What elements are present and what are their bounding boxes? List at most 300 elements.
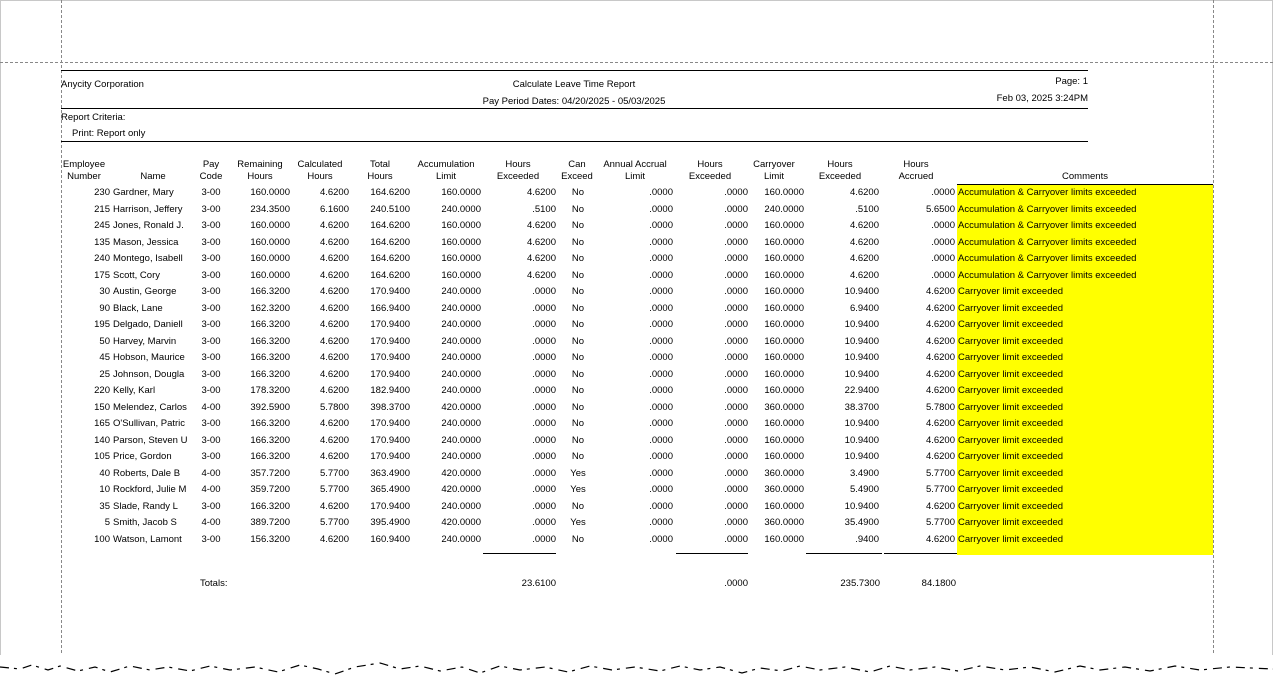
cell-annual-hours-exceeded: .0000 xyxy=(724,269,748,281)
cell-carryover-limit: 160.0000 xyxy=(764,335,804,347)
cell-hours-accrued: 4.6200 xyxy=(925,352,955,363)
cell-pay-code: 4-00 xyxy=(201,517,221,528)
cell-calculated-hours: 4.6200 xyxy=(319,269,349,281)
cell-annual-accrual-limit: .0000 xyxy=(649,203,673,215)
cell-accum-hours-exceeded: .0000 xyxy=(532,434,556,446)
cell-emp-number: 140 xyxy=(94,434,110,446)
cell-comment: Carryover limit exceeded xyxy=(958,302,1064,314)
cell-hours-accrued: .0000 xyxy=(931,236,955,248)
cell-total-hours: 164.6200 xyxy=(370,253,410,264)
cell-comment: Carryover limit exceeded xyxy=(958,451,1064,462)
cell-total-hours: 240.5100 xyxy=(370,203,410,215)
cell-emp-name: Hobson, Maurice xyxy=(113,352,185,363)
criteria-label: Report Criteria: xyxy=(61,112,126,123)
cell-carryover-limit: 160.0000 xyxy=(764,220,804,231)
cell-accumulation-limit: 160.0000 xyxy=(441,220,481,231)
cell-can-exceed: No xyxy=(571,418,585,429)
cell-hours-accrued: 4.6200 xyxy=(925,533,955,545)
header-rule-top xyxy=(61,70,1088,71)
cell-total-hours: 170.9400 xyxy=(370,368,410,380)
cell-can-exceed: No xyxy=(571,236,585,248)
cell-comment: Carryover limit exceeded xyxy=(958,401,1064,413)
cell-comment: Carryover limit exceeded xyxy=(958,352,1064,363)
cell-total-hours: 170.9400 xyxy=(370,319,410,330)
cell-can-exceed: No xyxy=(571,269,585,281)
cell-emp-number: 135 xyxy=(94,236,110,248)
cell-accumulation-limit: 420.0000 xyxy=(441,517,481,528)
cell-carryover-hours-exceeded: 35.4900 xyxy=(844,517,879,528)
cell-carryover-limit: 160.0000 xyxy=(764,368,804,380)
cell-accumulation-limit: 420.0000 xyxy=(441,401,481,413)
cell-accum-hours-exceeded: .0000 xyxy=(532,500,556,512)
cell-accum-hours-exceeded: .0000 xyxy=(532,418,556,429)
cell-carryover-limit: 160.0000 xyxy=(764,286,804,297)
cell-emp-name: Harrison, Jeffery xyxy=(113,203,183,215)
subtotal-rule-annual xyxy=(676,553,748,554)
cell-emp-name: Johnson, Dougla xyxy=(113,368,185,380)
cell-total-hours: 398.3700 xyxy=(370,401,410,413)
col-header-remaining-hours: Remaining Hours xyxy=(237,159,283,182)
cell-hours-accrued: 4.6200 xyxy=(925,451,955,462)
cell-emp-name: Price, Gordon xyxy=(113,451,172,462)
cell-calculated-hours: 6.1600 xyxy=(319,203,349,215)
cell-annual-hours-exceeded: .0000 xyxy=(724,368,748,380)
cell-annual-accrual-limit: .0000 xyxy=(649,286,673,297)
cell-carryover-hours-exceeded: 10.9400 xyxy=(844,500,879,512)
cell-annual-hours-exceeded: .0000 xyxy=(724,352,748,363)
cell-emp-number: 30 xyxy=(99,286,110,297)
cell-emp-number: 230 xyxy=(94,187,110,198)
cell-total-hours: 164.6200 xyxy=(370,236,410,248)
cell-accum-hours-exceeded: .0000 xyxy=(532,302,556,314)
cell-carryover-hours-exceeded: 10.9400 xyxy=(844,286,879,297)
cell-accum-hours-exceeded: 4.6200 xyxy=(526,187,556,198)
cell-remaining-hours: 392.5900 xyxy=(250,401,290,413)
cell-carryover-limit: 160.0000 xyxy=(764,352,804,363)
cell-pay-code: 3-00 xyxy=(201,335,221,347)
cell-annual-accrual-limit: .0000 xyxy=(649,451,673,462)
cell-emp-number: 40 xyxy=(99,467,110,479)
cell-remaining-hours: 166.3200 xyxy=(250,319,290,330)
cell-accum-hours-exceeded: .0000 xyxy=(532,319,556,330)
cell-hours-accrued: .0000 xyxy=(931,220,955,231)
cell-emp-name: Black, Lane xyxy=(113,302,163,314)
cell-annual-accrual-limit: .0000 xyxy=(649,236,673,248)
cell-annual-accrual-limit: .0000 xyxy=(649,467,673,479)
cell-remaining-hours: 166.3200 xyxy=(250,352,290,363)
col-header-annual-hours-exceeded: Hours Exceeded xyxy=(688,159,732,182)
cell-can-exceed: No xyxy=(571,385,585,396)
cell-pay-code: 3-00 xyxy=(201,418,221,429)
cell-remaining-hours: 166.3200 xyxy=(250,286,290,297)
col-header-total-hours: Total Hours xyxy=(367,159,393,182)
cell-comment: Carryover limit exceeded xyxy=(958,385,1064,396)
col-header-employee-number: Employee Number xyxy=(62,159,106,182)
cell-annual-hours-exceeded: .0000 xyxy=(724,484,748,495)
cell-emp-name: Melendez, Carlos xyxy=(113,401,187,413)
cell-carryover-hours-exceeded: 10.9400 xyxy=(844,368,879,380)
cell-total-hours: 170.9400 xyxy=(370,451,410,462)
cell-remaining-hours: 166.3200 xyxy=(250,368,290,380)
cell-calculated-hours: 5.7800 xyxy=(319,401,349,413)
cell-annual-hours-exceeded: .0000 xyxy=(724,500,748,512)
cell-carryover-limit: 160.0000 xyxy=(764,385,804,396)
cell-carryover-limit: 160.0000 xyxy=(764,434,804,446)
cell-calculated-hours: 4.6200 xyxy=(319,385,349,396)
cell-accum-hours-exceeded: .0000 xyxy=(532,401,556,413)
cell-annual-accrual-limit: .0000 xyxy=(649,385,673,396)
cell-remaining-hours: 160.0000 xyxy=(250,220,290,231)
cell-carryover-limit: 160.0000 xyxy=(764,236,804,248)
cell-emp-number: 45 xyxy=(99,352,110,363)
cell-carryover-hours-exceeded: 6.9400 xyxy=(849,302,879,314)
cell-can-exceed: No xyxy=(571,335,585,347)
col-header-can-exceed: Can Exceed xyxy=(561,159,593,182)
cell-total-hours: 170.9400 xyxy=(370,286,410,297)
cell-hours-accrued: 4.6200 xyxy=(925,418,955,429)
cell-can-exceed: No xyxy=(571,500,585,512)
cell-carryover-limit: 360.0000 xyxy=(764,401,804,413)
cell-annual-accrual-limit: .0000 xyxy=(649,335,673,347)
cell-accum-hours-exceeded: 4.6200 xyxy=(526,236,556,248)
cell-total-hours: 170.9400 xyxy=(370,335,410,347)
cell-calculated-hours: 4.6200 xyxy=(319,236,349,248)
cell-remaining-hours: 166.3200 xyxy=(250,500,290,512)
cell-calculated-hours: 4.6200 xyxy=(319,451,349,462)
cell-accum-hours-exceeded: .0000 xyxy=(532,368,556,380)
cell-total-hours: 170.9400 xyxy=(370,352,410,363)
cell-carryover-limit: 360.0000 xyxy=(764,517,804,528)
cell-emp-name: Kelly, Karl xyxy=(113,385,156,396)
cell-carryover-hours-exceeded: 10.9400 xyxy=(844,418,879,429)
cell-calculated-hours: 5.7700 xyxy=(319,517,349,528)
cell-carryover-hours-exceeded: 10.9400 xyxy=(844,319,879,330)
cell-annual-hours-exceeded: .0000 xyxy=(724,467,748,479)
cell-remaining-hours: 178.3200 xyxy=(250,385,290,396)
cell-pay-code: 3-00 xyxy=(201,368,221,380)
cell-annual-accrual-limit: .0000 xyxy=(649,401,673,413)
cell-can-exceed: Yes xyxy=(570,517,586,528)
header-rule-mid xyxy=(61,108,1088,109)
cell-annual-hours-exceeded: .0000 xyxy=(724,517,748,528)
cell-can-exceed: No xyxy=(571,352,585,363)
cell-calculated-hours: 4.6200 xyxy=(319,418,349,429)
cell-emp-name: Parson, Steven U xyxy=(113,434,188,446)
cell-accumulation-limit: 240.0000 xyxy=(441,434,481,446)
cell-can-exceed: No xyxy=(571,533,585,545)
cell-pay-code: 3-00 xyxy=(201,533,221,545)
cell-can-exceed: No xyxy=(571,451,585,462)
cell-accumulation-limit: 240.0000 xyxy=(441,302,481,314)
cell-accumulation-limit: 240.0000 xyxy=(441,500,481,512)
cell-accum-hours-exceeded: .0000 xyxy=(532,467,556,479)
cell-emp-name: Austin, George xyxy=(113,286,177,297)
cell-annual-accrual-limit: .0000 xyxy=(649,220,673,231)
cell-calculated-hours: 4.6200 xyxy=(319,220,349,231)
cell-can-exceed: Yes xyxy=(570,484,586,495)
cell-pay-code: 3-00 xyxy=(201,253,221,264)
cell-can-exceed: No xyxy=(571,434,585,446)
cell-carryover-hours-exceeded: 10.9400 xyxy=(844,335,879,347)
cell-carryover-limit: 160.0000 xyxy=(764,500,804,512)
cell-emp-name: Smith, Jacob S xyxy=(113,517,177,528)
cell-annual-accrual-limit: .0000 xyxy=(649,253,673,264)
cell-remaining-hours: 166.3200 xyxy=(250,451,290,462)
cell-hours-accrued: 5.7700 xyxy=(925,484,955,495)
cell-comment: Accumulation & Carryover limits exceeded xyxy=(958,269,1137,281)
cell-remaining-hours: 359.7200 xyxy=(250,484,290,495)
cell-hours-accrued: 5.7700 xyxy=(925,517,955,528)
cell-can-exceed: No xyxy=(571,368,585,380)
cell-hours-accrued: 4.6200 xyxy=(925,434,955,446)
cell-emp-number: 220 xyxy=(94,385,110,396)
subtotal-rule-carryover xyxy=(806,553,882,554)
cell-can-exceed: No xyxy=(571,220,585,231)
cell-carryover-limit: 240.0000 xyxy=(764,203,804,215)
margin-guide-top xyxy=(0,62,1273,63)
total-hours-accrued: 84.1800 xyxy=(921,578,956,589)
cell-total-hours: 365.4900 xyxy=(370,484,410,495)
cell-annual-accrual-limit: .0000 xyxy=(649,484,673,495)
cell-remaining-hours: 166.3200 xyxy=(250,434,290,446)
cell-comment: Carryover limit exceeded xyxy=(958,500,1064,512)
cell-comment: Carryover limit exceeded xyxy=(958,533,1064,545)
cell-hours-accrued: 4.6200 xyxy=(925,335,955,347)
cell-remaining-hours: 156.3200 xyxy=(250,533,290,545)
cell-carryover-hours-exceeded: 4.6200 xyxy=(849,236,879,248)
cell-calculated-hours: 4.6200 xyxy=(319,434,349,446)
pay-period: Pay Period Dates: 04/20/2025 - 05/03/2025 xyxy=(482,96,666,107)
cell-carryover-hours-exceeded: 5.4900 xyxy=(849,484,879,495)
cell-calculated-hours: 4.6200 xyxy=(319,533,349,545)
cell-carryover-hours-exceeded: 10.9400 xyxy=(844,352,879,363)
header-rule-bottom xyxy=(61,141,1088,142)
cell-calculated-hours: 4.6200 xyxy=(319,286,349,297)
cell-emp-number: 150 xyxy=(94,401,110,413)
cell-emp-number: 35 xyxy=(99,500,110,512)
cell-annual-accrual-limit: .0000 xyxy=(649,517,673,528)
cell-accum-hours-exceeded: .0000 xyxy=(532,533,556,545)
cell-accum-hours-exceeded: .0000 xyxy=(532,352,556,363)
cell-can-exceed: No xyxy=(571,319,585,330)
cell-total-hours: 166.9400 xyxy=(370,302,410,314)
cell-carryover-hours-exceeded: 4.6200 xyxy=(849,269,879,281)
cell-annual-hours-exceeded: .0000 xyxy=(724,385,748,396)
cell-calculated-hours: 4.6200 xyxy=(319,368,349,380)
cell-calculated-hours: 4.6200 xyxy=(319,253,349,264)
cell-carryover-limit: 160.0000 xyxy=(764,187,804,198)
cell-accumulation-limit: 240.0000 xyxy=(441,368,481,380)
cell-emp-number: 10 xyxy=(99,484,110,495)
cell-accumulation-limit: 160.0000 xyxy=(441,236,481,248)
cell-accumulation-limit: 240.0000 xyxy=(441,418,481,429)
cell-emp-name: Watson, Lamont xyxy=(113,533,182,545)
cell-total-hours: 164.6200 xyxy=(370,269,410,281)
print-timestamp: Feb 03, 2025 3:24PM xyxy=(996,93,1088,104)
cell-annual-accrual-limit: .0000 xyxy=(649,368,673,380)
cell-remaining-hours: 160.0000 xyxy=(250,253,290,264)
cell-carryover-limit: 160.0000 xyxy=(764,451,804,462)
cell-calculated-hours: 5.7700 xyxy=(319,467,349,479)
cell-carryover-limit: 160.0000 xyxy=(764,253,804,264)
cell-annual-hours-exceeded: .0000 xyxy=(724,533,748,545)
company-name: Anycity Corporation xyxy=(61,79,144,90)
cell-accumulation-limit: 240.0000 xyxy=(441,203,481,215)
cell-emp-number: 5 xyxy=(104,517,110,528)
cell-can-exceed: No xyxy=(571,286,585,297)
cell-total-hours: 160.9400 xyxy=(370,533,410,545)
cell-emp-number: 50 xyxy=(99,335,110,347)
cell-annual-hours-exceeded: .0000 xyxy=(724,319,748,330)
cell-remaining-hours: 160.0000 xyxy=(250,187,290,198)
cell-carryover-hours-exceeded: 4.6200 xyxy=(849,187,879,198)
cell-emp-number: 90 xyxy=(99,302,110,314)
cell-comment: Carryover limit exceeded xyxy=(958,319,1064,330)
cell-remaining-hours: 162.3200 xyxy=(250,302,290,314)
margin-guide-right xyxy=(1213,0,1214,693)
cell-emp-name: Slade, Randy L xyxy=(113,500,178,512)
cell-annual-hours-exceeded: .0000 xyxy=(724,236,748,248)
cell-annual-hours-exceeded: .0000 xyxy=(724,203,748,215)
cell-emp-number: 245 xyxy=(94,220,110,231)
cell-total-hours: 164.6200 xyxy=(370,187,410,198)
cell-pay-code: 4-00 xyxy=(201,484,221,495)
cell-pay-code: 3-00 xyxy=(201,319,221,330)
cell-hours-accrued: .0000 xyxy=(931,187,955,198)
cell-can-exceed: No xyxy=(571,253,585,264)
cell-calculated-hours: 4.6200 xyxy=(319,302,349,314)
cell-carryover-hours-exceeded: 38.3700 xyxy=(844,401,879,413)
cell-comment: Carryover limit exceeded xyxy=(958,286,1064,297)
cell-accum-hours-exceeded: .0000 xyxy=(532,451,556,462)
cell-accumulation-limit: 240.0000 xyxy=(441,352,481,363)
cell-hours-accrued: 4.6200 xyxy=(925,500,955,512)
cell-remaining-hours: 166.3200 xyxy=(250,418,290,429)
cell-accumulation-limit: 240.0000 xyxy=(441,286,481,297)
cell-comment: Accumulation & Carryover limits exceeded xyxy=(958,203,1137,215)
cell-hours-accrued: 4.6200 xyxy=(925,286,955,297)
cell-carryover-limit: 160.0000 xyxy=(764,418,804,429)
cell-pay-code: 3-00 xyxy=(201,434,221,446)
cell-hours-accrued: 5.7800 xyxy=(925,401,955,413)
cell-remaining-hours: 234.3500 xyxy=(250,203,290,215)
cell-remaining-hours: 166.3200 xyxy=(250,335,290,347)
cell-emp-number: 240 xyxy=(94,253,110,264)
cell-total-hours: 170.9400 xyxy=(370,434,410,446)
cell-emp-number: 25 xyxy=(99,368,110,380)
col-header-accumulation-limit: Accumulation Limit xyxy=(417,159,475,182)
cell-annual-hours-exceeded: .0000 xyxy=(724,187,748,198)
cell-emp-name: Montego, Isabell xyxy=(113,253,183,264)
cell-carryover-limit: 160.0000 xyxy=(764,302,804,314)
cell-hours-accrued: 4.6200 xyxy=(925,302,955,314)
col-header-calculated-hours: Calculated Hours xyxy=(297,159,343,182)
cell-annual-hours-exceeded: .0000 xyxy=(724,286,748,297)
cell-annual-hours-exceeded: .0000 xyxy=(724,451,748,462)
cell-total-hours: 170.9400 xyxy=(370,418,410,429)
cell-hours-accrued: 4.6200 xyxy=(925,385,955,396)
cell-comment: Carryover limit exceeded xyxy=(958,484,1064,495)
cell-comment: Carryover limit exceeded xyxy=(958,467,1064,479)
cell-comment: Carryover limit exceeded xyxy=(958,418,1064,429)
cell-emp-number: 100 xyxy=(94,533,110,545)
cell-hours-accrued: 5.7700 xyxy=(925,467,955,479)
cell-emp-number: 105 xyxy=(94,451,110,462)
col-header-annual-accrual-limit: Annual Accrual Limit xyxy=(603,159,667,182)
total-carryover-hours-exceeded: 235.7300 xyxy=(840,578,880,589)
cell-total-hours: 170.9400 xyxy=(370,500,410,512)
cell-carryover-limit: 360.0000 xyxy=(764,467,804,479)
cell-calculated-hours: 4.6200 xyxy=(319,335,349,347)
cell-carryover-limit: 160.0000 xyxy=(764,533,804,545)
cell-calculated-hours: 4.6200 xyxy=(319,500,349,512)
cell-total-hours: 395.4900 xyxy=(370,517,410,528)
cell-annual-accrual-limit: .0000 xyxy=(649,187,673,198)
cell-can-exceed: No xyxy=(571,203,585,215)
cell-pay-code: 4-00 xyxy=(201,467,221,479)
cell-carryover-hours-exceeded: .5100 xyxy=(855,203,879,215)
cell-carryover-hours-exceeded: .9400 xyxy=(855,533,879,545)
cell-calculated-hours: 4.6200 xyxy=(319,187,349,198)
cell-calculated-hours: 5.7700 xyxy=(319,484,349,495)
cell-accumulation-limit: 420.0000 xyxy=(441,484,481,495)
col-header-accum-hours-exceeded: Hours Exceeded xyxy=(496,159,540,182)
cell-can-exceed: Yes xyxy=(570,467,586,479)
cell-annual-hours-exceeded: .0000 xyxy=(724,335,748,347)
cell-emp-name: O'Sullivan, Patric xyxy=(113,418,186,429)
cell-can-exceed: No xyxy=(571,401,585,413)
cell-remaining-hours: 160.0000 xyxy=(250,236,290,248)
cell-pay-code: 3-00 xyxy=(201,500,221,512)
cell-hours-accrued: 4.6200 xyxy=(925,319,955,330)
cell-accumulation-limit: 240.0000 xyxy=(441,385,481,396)
cell-annual-hours-exceeded: .0000 xyxy=(724,253,748,264)
cell-total-hours: 182.9400 xyxy=(370,385,410,396)
cell-carryover-hours-exceeded: 4.6200 xyxy=(849,253,879,264)
cell-carryover-hours-exceeded: 22.9400 xyxy=(844,385,879,396)
cell-accum-hours-exceeded: 4.6200 xyxy=(526,269,556,281)
cell-accumulation-limit: 160.0000 xyxy=(441,269,481,281)
subtotal-rule-accum xyxy=(483,553,556,554)
cell-emp-name: Roberts, Dale B xyxy=(113,467,181,479)
cell-annual-hours-exceeded: .0000 xyxy=(724,434,748,446)
cell-annual-accrual-limit: .0000 xyxy=(649,434,673,446)
cell-can-exceed: No xyxy=(571,187,585,198)
cell-total-hours: 164.6200 xyxy=(370,220,410,231)
criteria-value: Print: Report only xyxy=(72,128,146,139)
cell-annual-accrual-limit: .0000 xyxy=(649,418,673,429)
cell-pay-code: 3-00 xyxy=(201,220,221,231)
cell-hours-accrued: 4.6200 xyxy=(925,368,955,380)
cell-annual-accrual-limit: .0000 xyxy=(649,533,673,545)
cell-accum-hours-exceeded: .5100 xyxy=(532,203,556,215)
cell-comment: Accumulation & Carryover limits exceeded xyxy=(958,220,1137,231)
cell-annual-hours-exceeded: .0000 xyxy=(724,302,748,314)
page-number: Page: 1 xyxy=(1055,76,1088,87)
col-header-name: Name xyxy=(140,171,166,182)
cell-remaining-hours: 389.7200 xyxy=(250,517,290,528)
cell-accumulation-limit: 240.0000 xyxy=(441,335,481,347)
cell-pay-code: 4-00 xyxy=(201,401,221,413)
cell-can-exceed: No xyxy=(571,302,585,314)
cell-hours-accrued: .0000 xyxy=(931,269,955,281)
cell-accumulation-limit: 160.0000 xyxy=(441,253,481,264)
cell-pay-code: 3-00 xyxy=(201,203,221,215)
cell-emp-number: 215 xyxy=(94,203,110,215)
cell-hours-accrued: .0000 xyxy=(931,253,955,264)
col-header-pay-code: Pay Code xyxy=(199,159,223,182)
total-accum-hours-exceeded: 23.6100 xyxy=(521,578,556,589)
